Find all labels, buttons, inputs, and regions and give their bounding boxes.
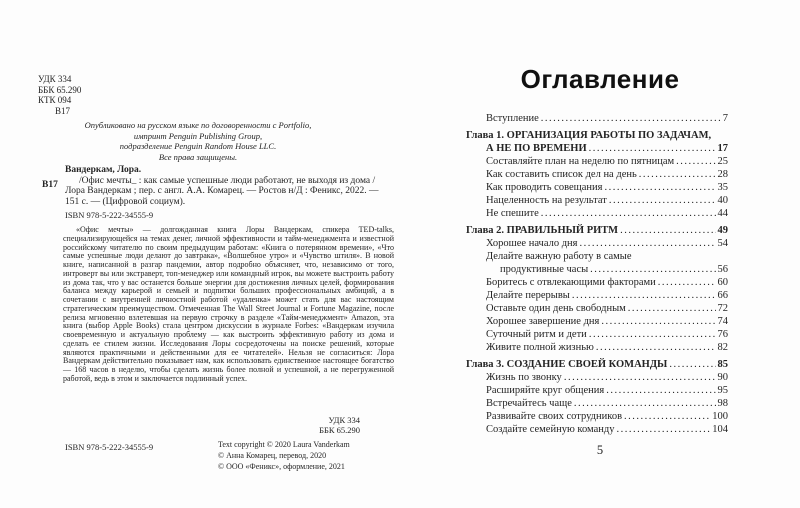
imprint-line: импринт Penguin Publishing Group, — [133, 130, 263, 141]
toc-dot-leader — [620, 224, 715, 237]
toc-entry-label: Хорошее завершение дня — [486, 316, 600, 327]
page-number: 5 — [596, 443, 604, 457]
imprint-notice — [60, 120, 336, 162]
book-annotation: «Офис мечты» — долгожданная книга Лоры Вандеркам, спикера TED-talks, специализирующейся на темах денег, личной эффективности и тайм-менеджмента и известной российскому читателю по своим предыдущим работам: «Книга о потерянном времени», «Что самые успешные люди делают до завтрака», «Волшебное утро» и «Чувство штиля». В новой книге, написанной в разгар пандемии, автор подробно объясняет, что, независимо от того, интроверт вы или экстраверт, топ-менеджер или командный игрок, вы можете выстроить работу из дома так, что у вас останется больше энергии для достижения личных целей, формирования баланса между карьерой и семьей и подпитки больших профессиональных амбиций, а в сочетании с внутренней личностной работой «удаленка» может стать для вас настоящим стратегическим преимуществом. Отмеченная The Wall Street Journal и Fortune Magazine, после релиза мгновенно взлетевшая на первую строчку в разделе «Тайм-менеджмент» Amazon, эта книга (выбор Apple Books) стала центром дискуссии в журнале Forbes: «Вандеркам изучила своевременную и актуальную проблему — как выстроить эффективную работу из дома и сделать ее стилем жизни. Исследования Лоры сосредоточены на поиске решений, которые являются практичными и действенными для ее читателей». Нельзя не согласиться: Лора Вандеркам действительно показывает нам, как использовать единственное настоящее богатство — 168 часов в неделю, чтобы сделать жизнь более полной и успешной, а не перегруженной работой, ведь в этом и заключается подлинный успех. — [63, 225, 394, 383]
toc-entry-line — [486, 410, 728, 423]
toc-chapter-row — [466, 358, 728, 371]
toc-entry-label: Глава 2. ПРАВИЛЬНЫЙ РИТМ — [466, 225, 619, 236]
toc-entry-label: Хорошее начало дня — [486, 238, 578, 249]
toc-entry-line — [486, 276, 728, 289]
toc-dot-leader — [589, 328, 716, 341]
toc-entry-page: 44 — [717, 208, 728, 219]
toc-entry-label: Развивайте своих сотрудников — [486, 411, 623, 422]
footer-udk-line: УДК 334 — [328, 415, 360, 425]
toc-dot-leader — [564, 371, 716, 384]
author-sign-line: В17 — [55, 105, 71, 116]
toc-item-row — [466, 168, 728, 181]
bbk-line: ББК 65.290 — [38, 84, 82, 95]
toc-entry-line — [486, 315, 728, 328]
toc-dot-leader — [541, 112, 721, 125]
toc-dot-leader — [596, 341, 716, 354]
toc-item-row — [466, 207, 728, 220]
toc-item-row — [466, 410, 728, 423]
toc-entry-line — [466, 224, 728, 237]
toc-entry-line — [486, 397, 728, 410]
toc-entry-label: Расширяйте круг общения — [486, 385, 605, 396]
toc-dot-leader — [658, 276, 716, 289]
toc-entry-label: Как проводить совещания — [486, 182, 603, 193]
toc-item-row — [466, 371, 728, 384]
imprint-line: Опубликовано на русском языке по договоренности с Portfolio, — [84, 120, 312, 130]
toc-entry-page: 72 — [717, 303, 728, 314]
toc-entry-page: 49 — [717, 225, 728, 236]
toc-dot-leader — [606, 384, 715, 397]
toc-title: Оглавление — [520, 64, 680, 94]
book-author-heading: Вандеркам, Лора. — [65, 165, 142, 175]
toc-item-row — [466, 423, 728, 436]
toc-entry-label: Жизнь по звонку — [486, 372, 562, 383]
toc-dot-leader — [639, 168, 716, 181]
toc-entry-page: 76 — [717, 329, 728, 340]
toc-item-row — [466, 276, 728, 289]
toc-item-row — [466, 181, 728, 194]
toc-entry-line — [486, 181, 728, 194]
toc-entry-page: 98 — [717, 398, 728, 409]
toc-entry-line — [466, 358, 728, 371]
toc-dot-leader — [628, 302, 716, 315]
copyright-line: © Анна Комарец, перевод, 2020 — [218, 450, 327, 460]
toc-item-row — [466, 237, 728, 250]
toc-dot-leader — [590, 263, 715, 276]
toc-dot-leader — [609, 194, 716, 207]
copyright-line: Text copyright © 2020 Laura Vanderkam — [218, 440, 350, 449]
toc-dot-leader — [669, 358, 715, 371]
toc-chapter-row — [466, 224, 728, 237]
toc-entry-label: А НЕ ПО ВРЕМЕНИ — [486, 143, 587, 154]
toc-entry-page: 35 — [717, 182, 728, 193]
toc-entry-page: 82 — [717, 342, 728, 353]
footer-bbk-line: ББК 65.290 — [319, 425, 360, 435]
toc-entry-page: 100 — [712, 411, 728, 422]
toc-entry-page: 104 — [712, 424, 728, 435]
toc-entry-page: 90 — [717, 372, 728, 383]
toc-entry-line — [486, 112, 728, 125]
toc-entry-label: Суточный ритм и дети — [486, 329, 587, 340]
toc-item-row — [466, 194, 728, 207]
bibliographic-record — [65, 165, 391, 221]
isbn-bottom: ISBN 978-5-222-34555-9 — [65, 442, 154, 452]
toc-dot-leader — [589, 142, 716, 155]
copyright-block — [218, 440, 350, 472]
toc-dot-leader — [601, 315, 715, 328]
toc-entry-line — [466, 142, 728, 155]
toc-entry-line — [486, 207, 728, 220]
toc-entry-page: 56 — [717, 264, 728, 275]
toc-entry-line — [486, 384, 728, 397]
toc-entry-line — [486, 263, 728, 276]
toc-item-row — [466, 315, 728, 328]
toc-entry-line — [486, 289, 728, 302]
isbn-top: ISBN 978-5-222-34555-9 — [65, 210, 154, 220]
toc-entry-line — [486, 168, 728, 181]
toc-entry-page: 25 — [717, 156, 728, 167]
footer-classification — [260, 415, 360, 435]
toc-dot-leader — [541, 207, 716, 220]
toc-dot-leader — [604, 181, 715, 194]
catalog-record-text: /Офис мечты_ : как самые успешные люди работают, не выходя из дома / Лора Вандеркам ; пер. с англ. А.А. Комарец. — Ростов н/Д : Феникс, 2022. — 151 с. — (Цифровой социум). — [65, 175, 379, 207]
toc-dot-leader — [574, 397, 716, 410]
toc-entry-line — [486, 155, 728, 168]
toc-item-row — [466, 328, 728, 341]
toc-item-row — [466, 397, 728, 410]
imprint-line: подразделение Penguin Random House LLC. — [119, 141, 277, 151]
toc-entry-label: Не спешите — [486, 208, 539, 219]
toc-entry-first-line: Делайте важную работу в самые — [486, 251, 632, 262]
toc-dot-leader — [580, 237, 716, 250]
toc-entry-label: Боритесь с отвлекающими факторами — [486, 277, 656, 288]
toc-entry-label: Вступление — [486, 113, 539, 124]
toc-dot-leader — [616, 423, 710, 436]
toc-entry-label: Оставьте один день свободным — [486, 303, 626, 314]
toc-entry-label: Живите полной жизнью — [486, 342, 594, 353]
margin-author-code: В17 — [42, 180, 58, 190]
toc-entry-line — [486, 371, 728, 384]
toc-entry-label: Делайте перерывы — [486, 290, 570, 301]
toc-item-row — [466, 341, 728, 354]
toc-item-row — [466, 250, 728, 276]
toc-dot-leader — [676, 155, 715, 168]
toc-entry-page: 40 — [717, 195, 728, 206]
toc-entry-line — [486, 328, 728, 341]
toc-entry-page: 85 — [717, 359, 728, 370]
toc-entry-page: 74 — [717, 316, 728, 327]
toc-entry-line — [486, 341, 728, 354]
ktk-line: КТК 094 — [38, 95, 72, 105]
toc-item-row — [466, 112, 728, 125]
imprint-line: Все права защищены. — [158, 151, 238, 162]
toc-entry-page: 17 — [717, 143, 728, 154]
toc-entry-label: Создайте семейную команду — [486, 424, 615, 435]
toc-item-row — [466, 302, 728, 315]
toc-entry-line — [486, 423, 728, 436]
toc-entry-page: 95 — [717, 385, 728, 396]
toc-entry-label: Глава 3. СОЗДАНИЕ СВОЕЙ КОМАНДЫ — [466, 359, 668, 370]
toc-entry-line — [486, 302, 728, 315]
toc-chapter-row — [466, 129, 728, 155]
toc-entry-page: 54 — [717, 238, 728, 249]
toc-list — [466, 112, 728, 436]
copyright-line: © ООО «Феникс», оформление, 2021 — [218, 461, 345, 471]
udk-line: УДК 334 — [38, 74, 72, 84]
toc-entry-first-line: Глава 1. ОРГАНИЗАЦИЯ РАБОТЫ ПО ЗАДАЧАМ, — [466, 130, 712, 141]
toc-entry-line — [486, 237, 728, 250]
toc-entry-line — [486, 194, 728, 207]
toc-entry-label: Нацеленность на результат — [486, 195, 607, 206]
toc-dot-leader — [624, 410, 710, 423]
toc-entry-page: 60 — [717, 277, 728, 288]
toc-entry-label: Составляйте план на неделю по пятницам — [486, 156, 675, 167]
toc-dot-leader — [572, 289, 716, 302]
toc-entry-label: продуктивные часы — [500, 264, 589, 275]
classification-block — [38, 74, 81, 116]
toc-entry-page: 66 — [717, 290, 728, 301]
toc-item-row — [466, 155, 728, 168]
toc-item-row — [466, 289, 728, 302]
toc-entry-label: Как составить список дел на день — [486, 169, 637, 180]
toc-entry-page: 28 — [717, 169, 728, 180]
toc-entry-label: Встречайтесь чаще — [486, 398, 572, 409]
toc-entry-page: 7 — [722, 113, 728, 124]
toc-item-row — [466, 384, 728, 397]
